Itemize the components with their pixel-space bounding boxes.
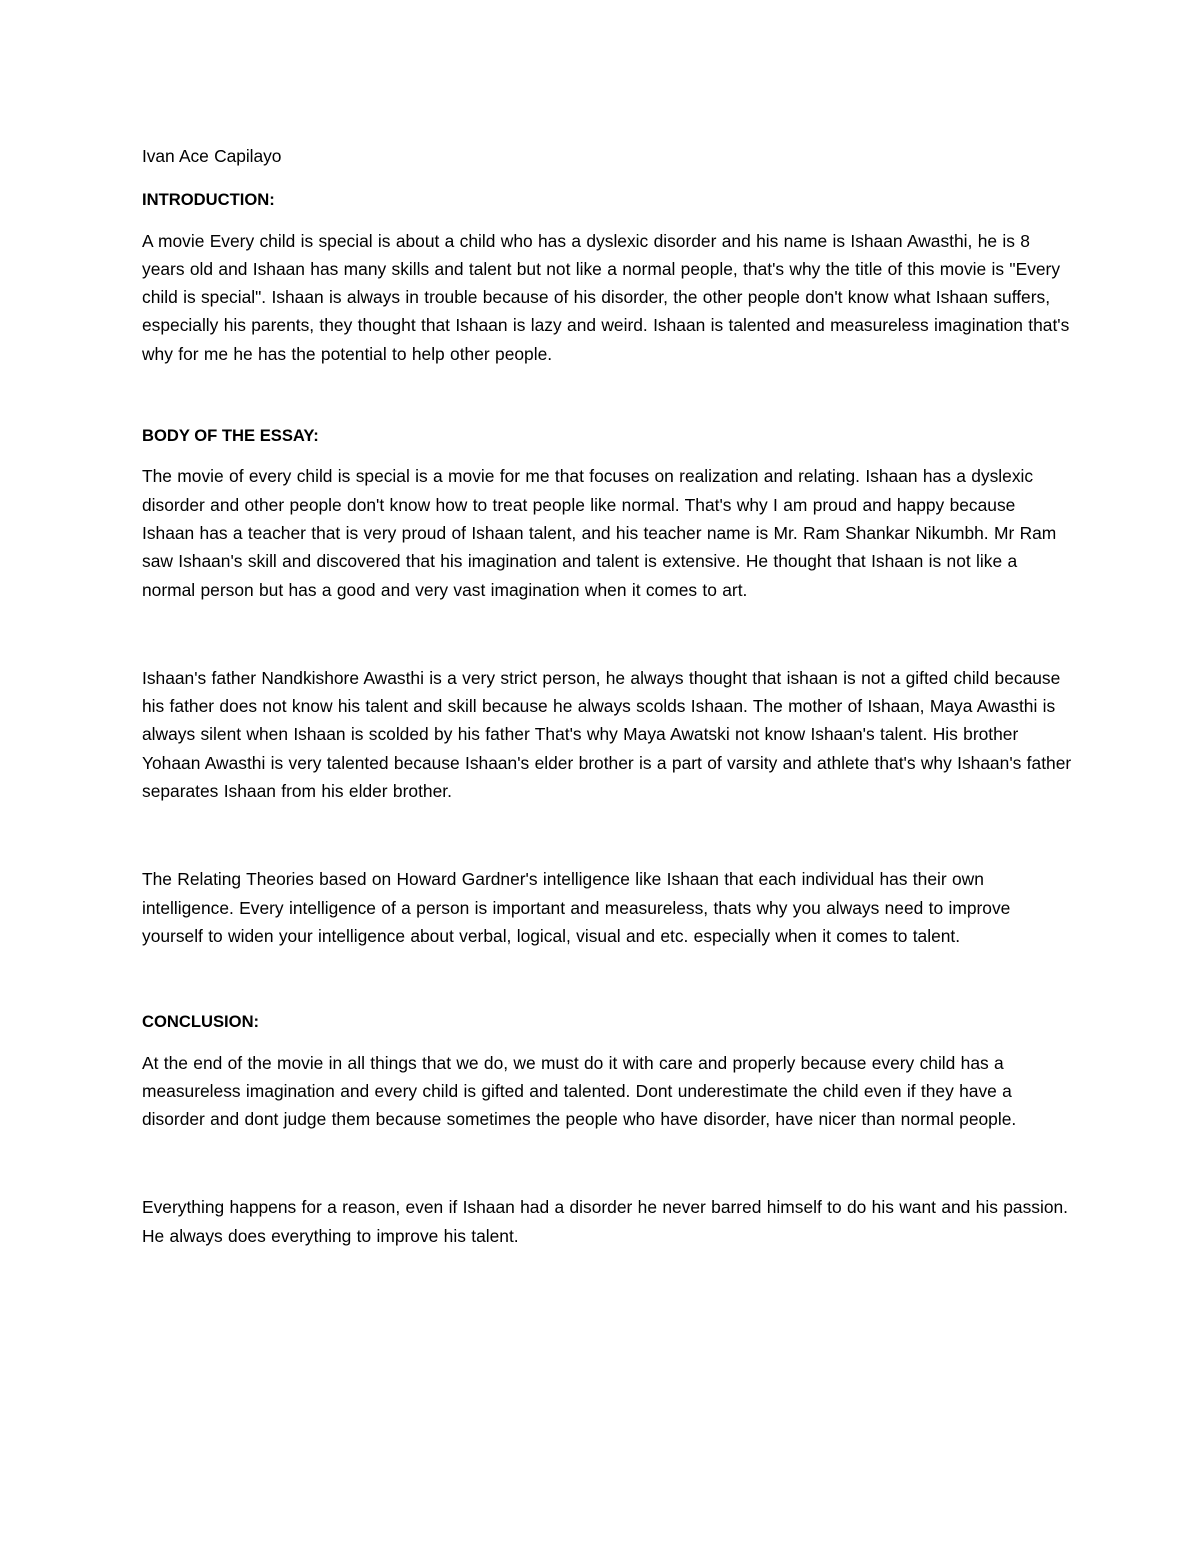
body-heading: BODY OF THE ESSAY: <box>142 426 319 446</box>
section-spacer <box>142 950 1072 1008</box>
introduction-heading: INTRODUCTION: <box>142 190 275 210</box>
conclusion-heading: CONCLUSION: <box>142 1012 260 1032</box>
conclusion-paragraph-2: Everything happens for a reason, even if Ishaan had a disorder he never barred himself to do his want and his passion. He always does everything to improve his talent. <box>142 1197 1068 1246</box>
body-paragraph-1: The movie of every child is special is a movie for me that focuses on realization and relating. Ishaan has a dyslexic disorder and other people don't know how to treat people like normal. That's why I am proud and happy because Ishaan has a teacher that is very proud of Ishaan talent, and his teacher name is Mr. Ram Shankar Nikumbh. Mr Ram saw Ishaan's skill and discovered that his imagination and talent is extensive. He thought that Ishaan is not like a normal person but has a good and very vast imagination when it comes to art. <box>142 466 1057 600</box>
author-name: Ivan Ace Capilayo <box>142 146 282 166</box>
body-paragraph-3: The Relating Theories based on Howard Gardner's intelligence like Ishaan that each individual has their own intelligence. Every intelligence of a person is important and measureless, thats why you always need to improve yourself to widen your intelligence about verbal, logical, visual and etc. especially when it comes to talent. <box>142 869 1011 946</box>
conclusion-paragraph-1: At the end of the movie in all things that we do, we must do it with care and properly because every child has a measureless imagination and every child is gifted and talented. Dont underestimate the child even if they have a disorder and dont judge them because sometimes the people who have disorder, have nicer than normal people. <box>142 1052 1017 1130</box>
paragraph-spacer <box>142 1133 1072 1193</box>
paragraph-spacer <box>142 604 1072 664</box>
body-paragraph-2: Ishaan's father Nandkishore Awasthi is a very strict person, he always thought that ishaan is not a gifted child because his father does not know his talent and skill because he always scolds Ishaan. The mother of Ishaan, Maya Awasthi is always silent when Ishaan is scolded by his father That's why Maya Awatski not know Ishaan's talent. His brother Yohaan Awasthi is very talented because Ishaan's elder brother is a part of varsity and athlete that's why Ishaan's father separates Ishaan from his elder brother. <box>142 667 1072 802</box>
section-spacer <box>142 368 1072 422</box>
paragraph-spacer <box>142 805 1072 865</box>
document-content <box>142 142 1072 1250</box>
introduction-paragraph: A movie Every child is special is about a child who has a dyslexic disorder and his name is Ishaan Awasthi, he is 8 years old and Ishaan has many skills and talent but not like a normal people, that's why the title of this movie is "Every child is special". Ishaan is always in trouble because of his disorder, the other people don't know what Ishaan suffers, especially his parents, they thought that Ishaan is lazy and weird. Ishaan is talented and measureless imagination that's why for me he has the potential to help other people. <box>142 230 1070 364</box>
